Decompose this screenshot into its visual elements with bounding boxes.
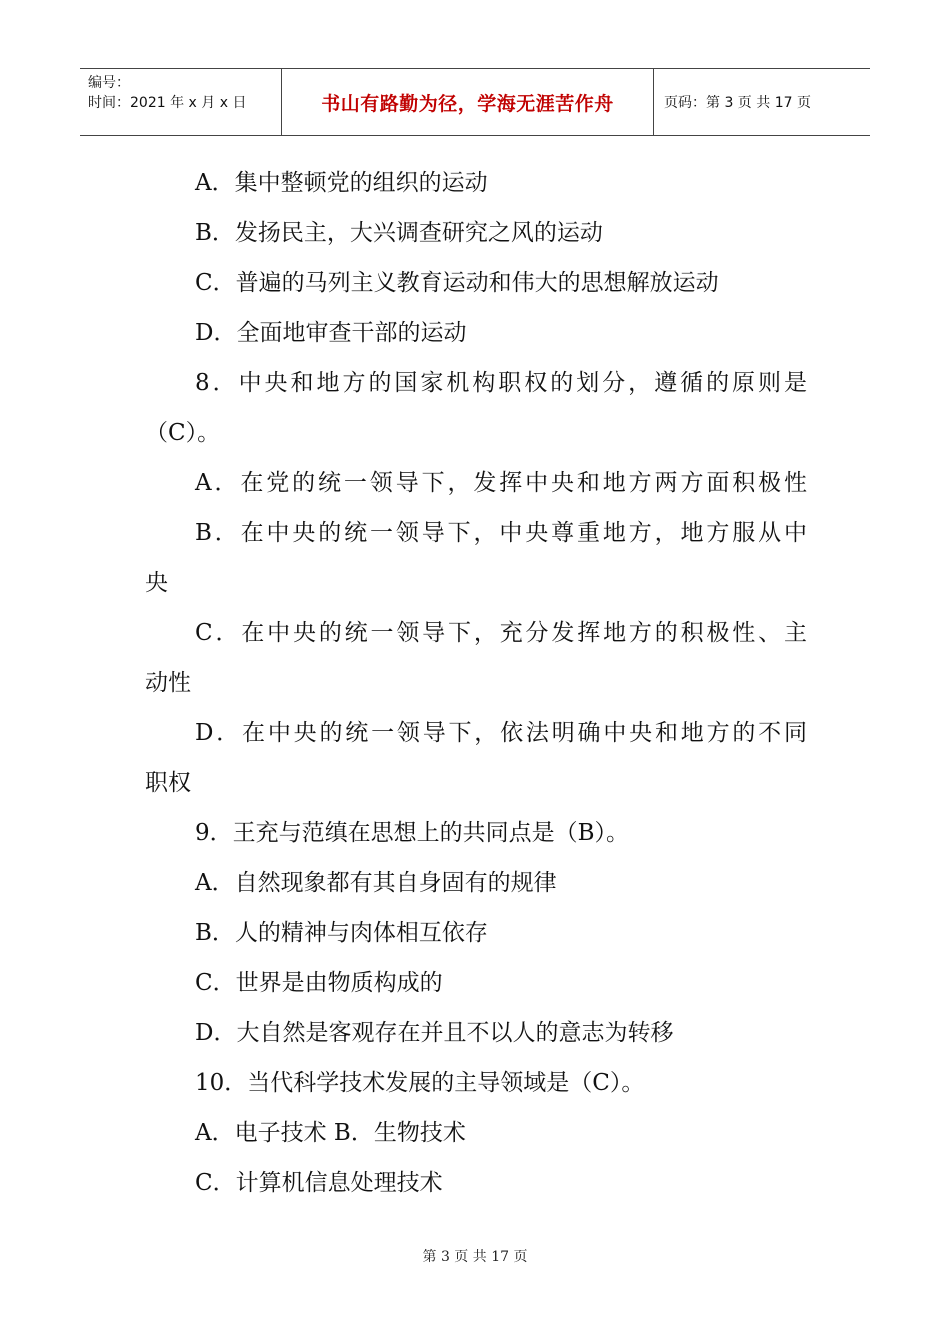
option-line: C．世界是由物质构成的 (195, 970, 443, 996)
option-line: D．在中央的统一领导下，依法明确中央和地方的不同 (195, 720, 807, 746)
serial-label: 编号： (88, 75, 130, 91)
option-line: D．全面地审查干部的运动 (195, 320, 467, 346)
option-line: A．在党的统一领导下，发挥中央和地方两方面积极性 (195, 470, 807, 496)
page-footer: 第 3 页 共 17 页 (422, 1249, 528, 1265)
option-line: A．自然现象都有其自身固有的规律 (195, 870, 557, 896)
option-line: B．在中央的统一领导下，中央尊重地方，地方服从中 (195, 520, 807, 546)
page-header (80, 68, 870, 136)
date-label: 时间：2021 年 x 月 x 日 (88, 95, 247, 111)
option-line: B．发扬民主，大兴调查研究之风的运动 (195, 220, 603, 246)
option-line: A．集中整顿党的组织的运动 (195, 170, 488, 196)
option-line-cont: 动性 (145, 670, 191, 696)
header-motto: 书山有路勤为径，学海无涯苦作舟 (282, 69, 654, 135)
option-line: C．普遍的马列主义教育运动和伟大的思想解放运动 (195, 270, 719, 296)
question-line-cont: （C）。 (145, 420, 221, 446)
option-line: A．电子技术 B．生物技术 (195, 1120, 466, 1146)
question-line: 10．当代科学技术发展的主导领域是（C）。 (195, 1070, 645, 1096)
option-line: C．在中央的统一领导下，充分发挥地方的积极性、主 (195, 620, 807, 646)
document-body (145, 158, 807, 1208)
header-page-info: 页码：第 3 页 共 17 页 (664, 95, 811, 111)
option-line: C．计算机信息处理技术 (195, 1170, 443, 1196)
header-meta-cell (80, 69, 282, 135)
option-line: B．人的精神与肉体相互依存 (195, 920, 488, 946)
option-line-cont: 央 (145, 570, 168, 596)
option-line: D．大自然是客观存在并且不以人的意志为转移 (195, 1020, 674, 1046)
question-line: 8．中央和地方的国家机构职权的划分，遵循的原则是 (195, 370, 807, 396)
option-line-cont: 职权 (145, 770, 191, 796)
question-line: 9．王充与范缜在思想上的共同点是（B）。 (195, 820, 630, 846)
